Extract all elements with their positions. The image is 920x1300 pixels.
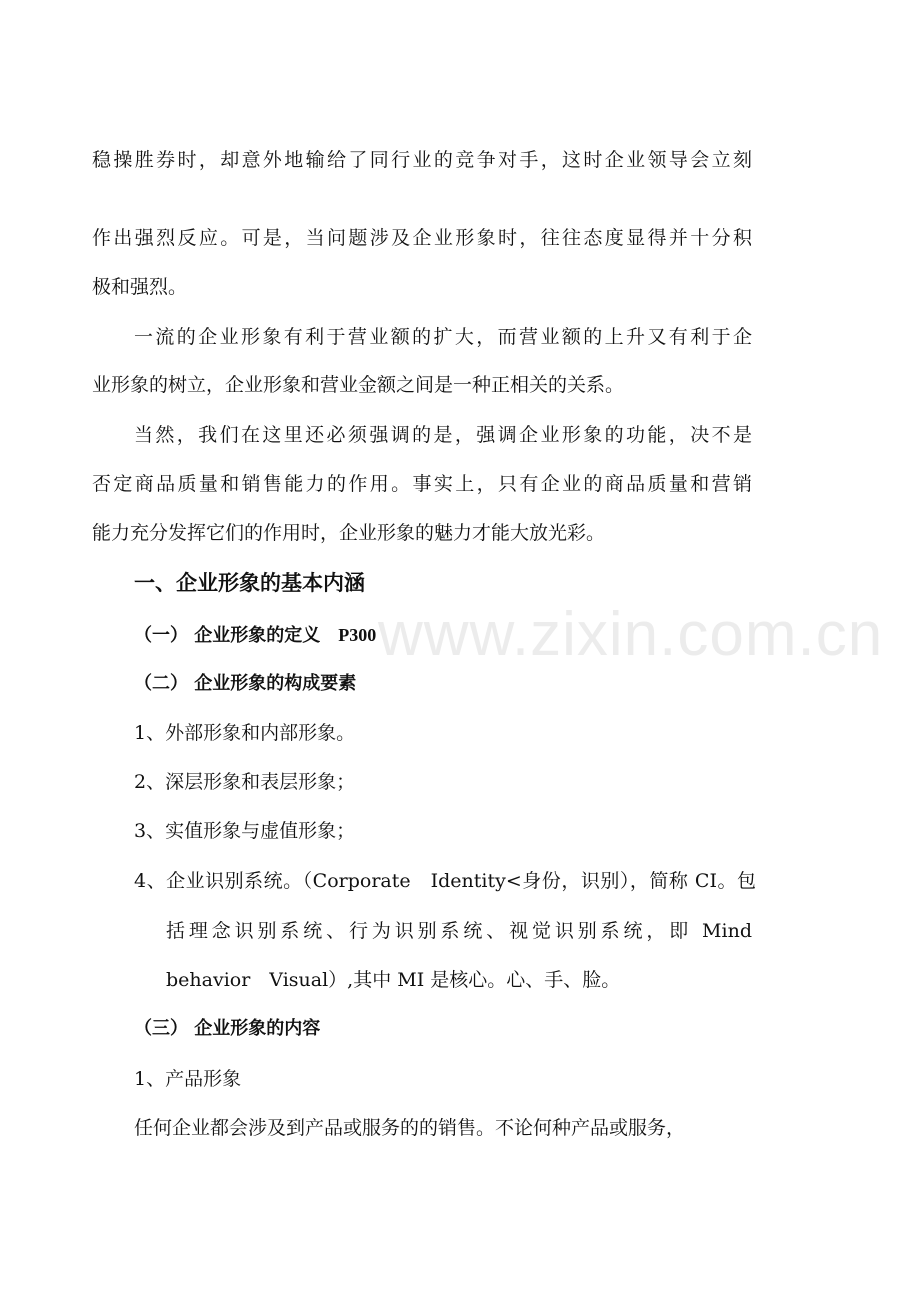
list-item-continuation: 括理念识别系统、行为识别系统、视觉识别系统，即 Mind: [166, 920, 752, 942]
paragraph-line: 业形象的树立，企业形象和营业金额之间是一种正相关的关系。: [92, 374, 625, 396]
list-item-continuation: behavior Visual）,其中 MI 是核心。心、手、脸。: [166, 969, 621, 991]
paragraph-line: 稳操胜券时，却意外地输给了同行业的竞争对手，这时企业领导会立刻: [92, 149, 752, 171]
watermark: www.zixin.com.cn: [378, 600, 884, 669]
list-item: 1、外部形象和内部形象。: [134, 722, 356, 744]
subheading-content: （三） 企业形象的内容: [134, 1018, 321, 1039]
subheading-definition: [134, 623, 376, 648]
list-item: 3、实值形象与虚值形象；: [134, 820, 356, 842]
list-item: 4、企业识别系统。（Corporate Identity<身份，识别），简称 CI。包: [134, 870, 756, 892]
list-item: 2、深层形象和表层形象；: [134, 771, 356, 793]
section-heading: 一、企业形象的基本内涵: [134, 571, 365, 595]
page-reference: P300: [338, 625, 377, 645]
paragraph-line: 极和强烈。: [92, 276, 188, 298]
subheading-label: （一） 企业形象的定义: [134, 625, 321, 646]
list-item: 1、产品形象: [134, 1068, 242, 1090]
subheading-elements: （二） 企业形象的构成要素: [134, 673, 357, 694]
paragraph-line: 作出强烈反应。可是，当问题涉及企业形象时，往往态度显得并十分积: [92, 227, 752, 249]
paragraph-line: 任何企业都会涉及到产品或服务的的销售。不论何种产品或服务，: [134, 1117, 686, 1139]
paragraph-line: 一流的企业形象有利于营业额的扩大，而营业额的上升又有利于企: [134, 326, 752, 348]
paragraph-line: 能力充分发挥它们的作用时，企业形象的魅力才能大放光彩。: [92, 522, 606, 544]
paragraph-line: 否定商品质量和销售能力的作用。事实上，只有企业的商品质量和营销: [92, 473, 752, 495]
paragraph-line: 当然，我们在这里还必须强调的是，强调企业形象的功能，决不是: [134, 424, 752, 446]
